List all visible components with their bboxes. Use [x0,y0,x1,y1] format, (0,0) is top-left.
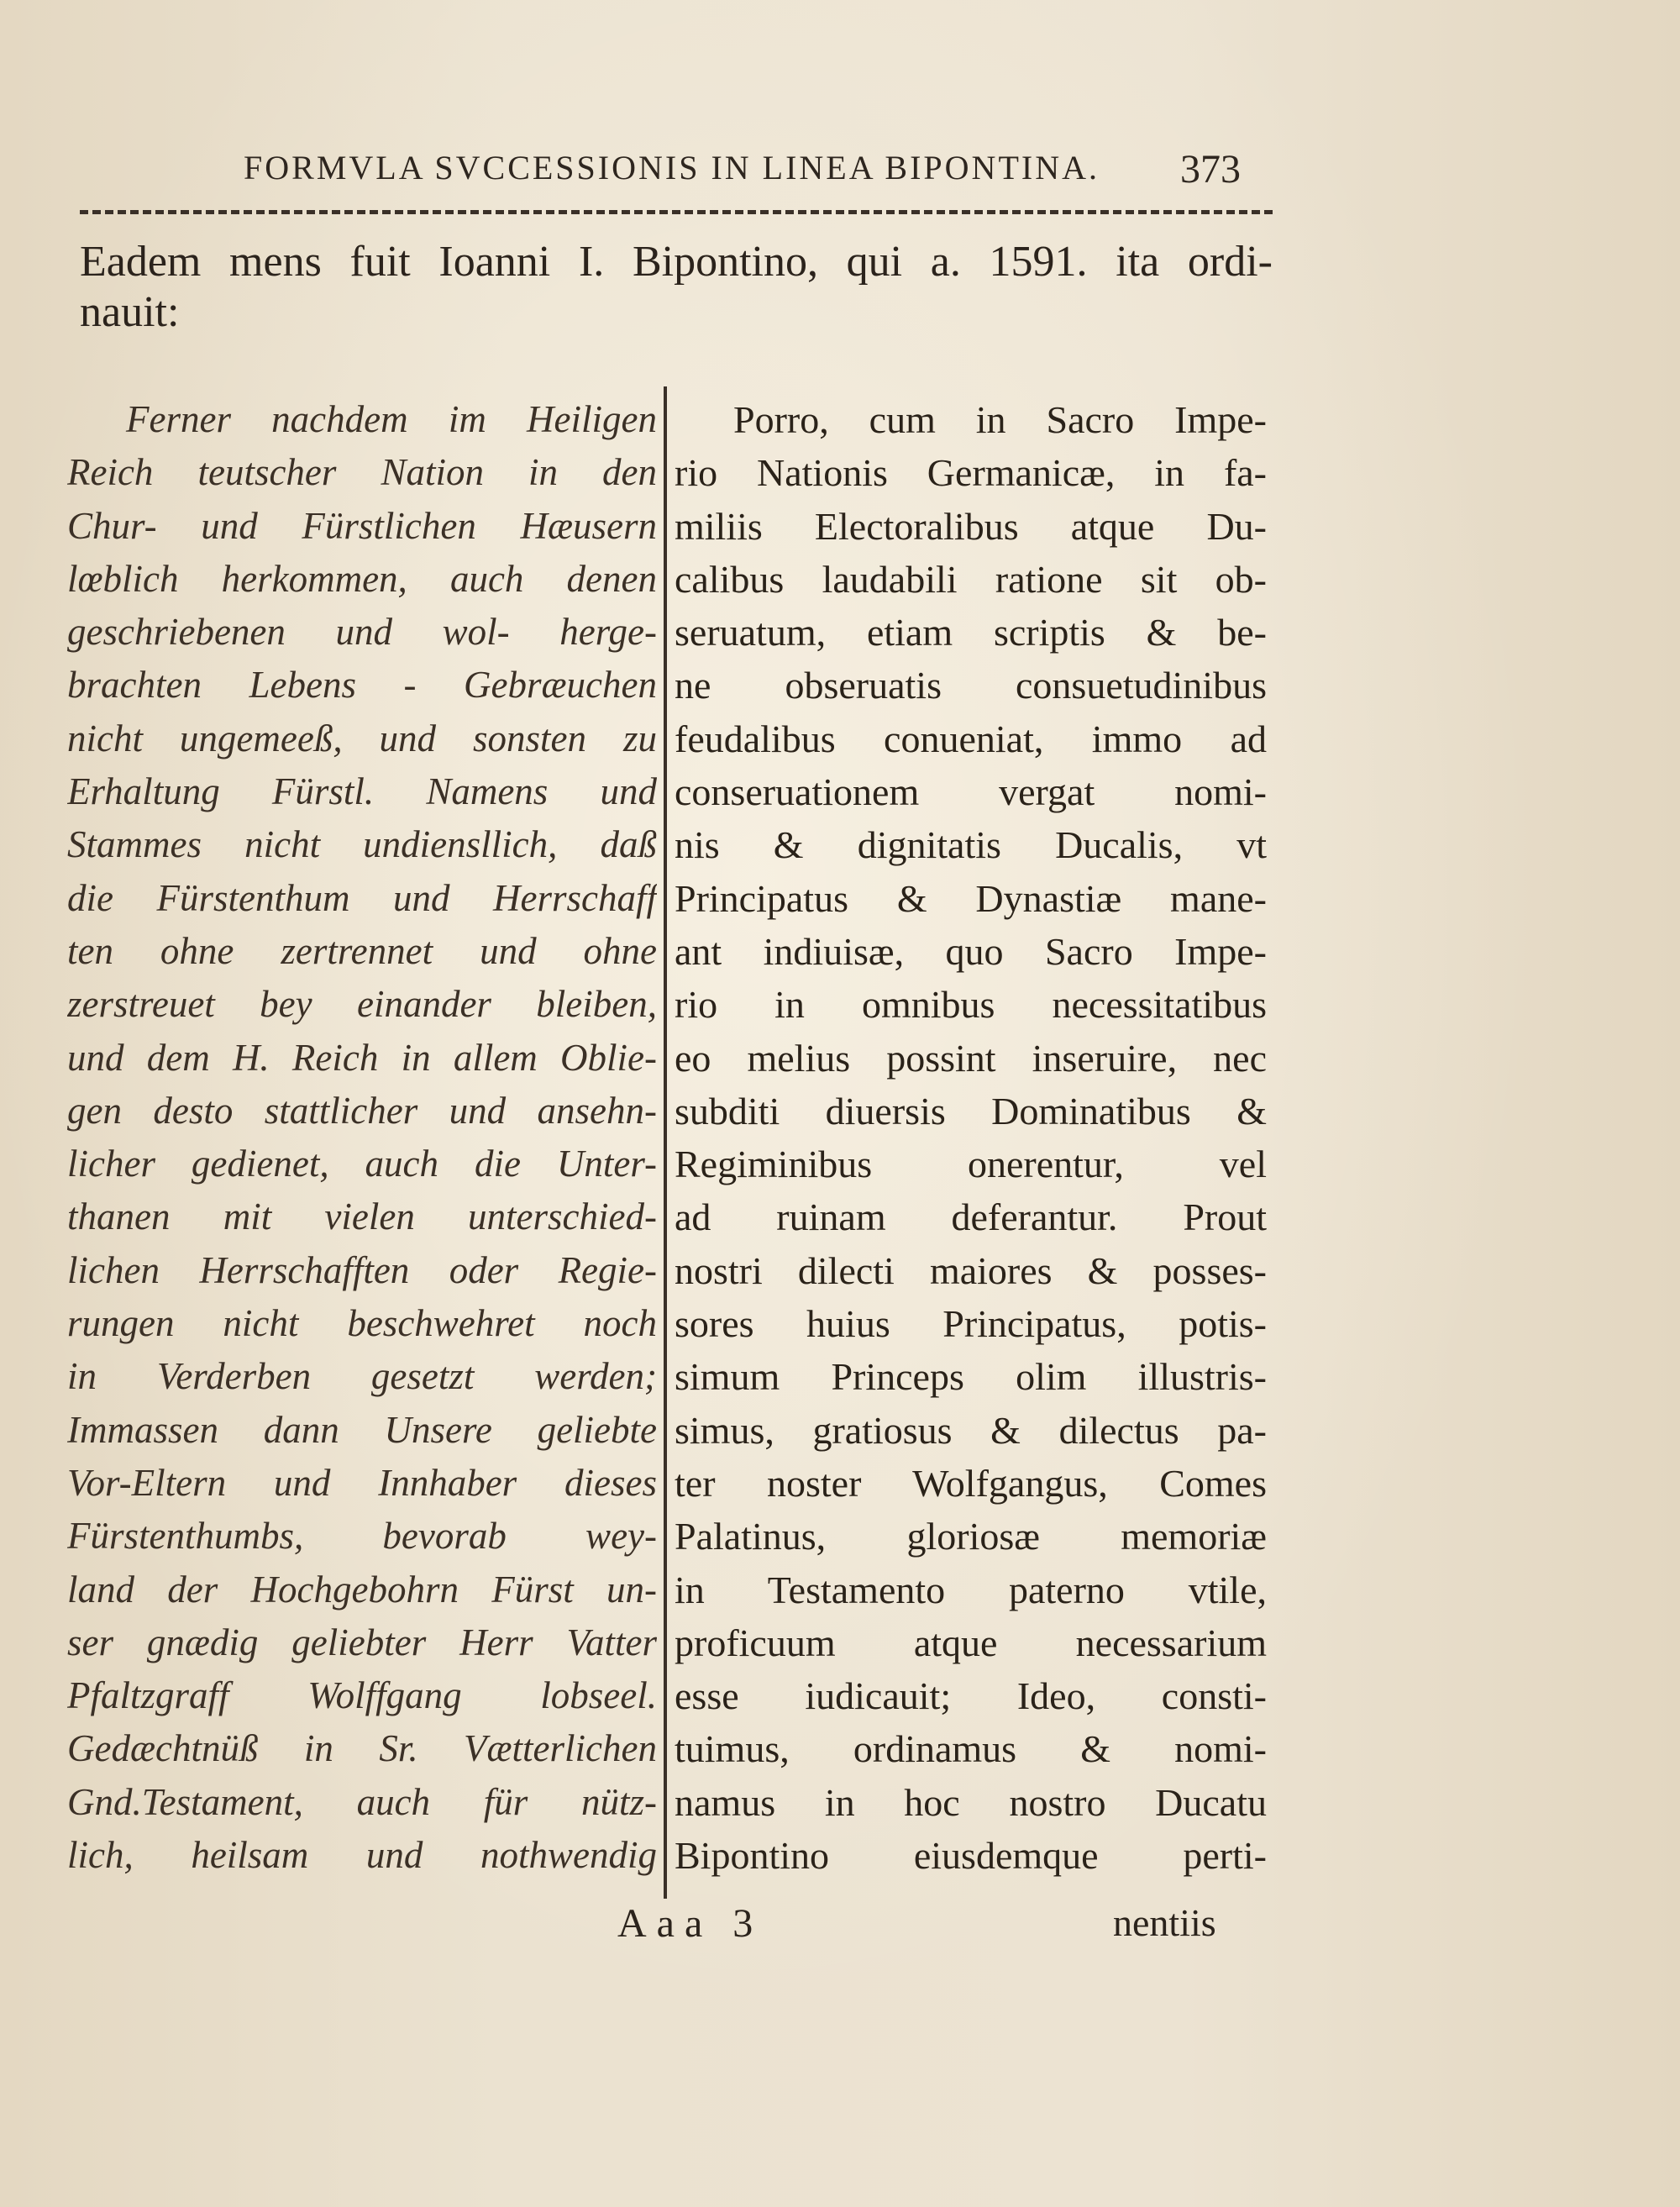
latin-line: simum Princeps olim illustris- [675,1355,1267,1399]
latin-line: nostri dilecti maiores & posses- [675,1248,1267,1292]
german-line: Vor-Eltern und Innhaber dieses [67,1461,657,1504]
german-line: Ferner nachdem im Heiligen [126,398,657,440]
german-line: in Verderben gesetzt werden; [67,1355,657,1398]
latin-line: rio Nationis Germanicæ, in fa- [675,451,1267,495]
signature-mark: Aaa 3 [617,1901,764,1946]
german-column [67,393,657,1897]
intro-line: Eadem mens fuit Ioanni I. Bipontino, qui a. 1591. ita ordi- [80,238,1273,286]
german-line: nicht ungemeeß, und sonsten zu [67,717,657,759]
german-line: Erhaltung Fürstl. Namens und [67,770,657,813]
latin-line: subditi diuersis Dominatibus & [675,1089,1267,1132]
latin-line: ter noster Wolfgangus, Comes [675,1461,1267,1505]
latin-line: ad ruinam deferantur. Prout [675,1195,1267,1239]
latin-line: Bipontino eiusdemque perti- [675,1834,1267,1878]
german-line: Reich teutscher Nation in den [67,451,657,494]
latin-line: Porro, cum in Sacro Impe- [733,398,1267,441]
latin-line: Palatinus, gloriosæ memoriæ [675,1515,1267,1558]
intro-paragraph [80,237,1273,338]
running-head: FORMVLA SVCCESSIONIS IN LINEA BIPONTINA. [244,149,1100,187]
german-line: und dem H. Reich in allem Oblie- [67,1036,657,1079]
latin-line: simus, gratiosus & dilectus pa- [675,1408,1267,1452]
latin-line: Principatus & Dynastiæ mane- [675,876,1267,920]
latin-line: feudalibus conueniat, immo ad [675,717,1267,760]
german-line: Immassen dann Unsere geliebte [67,1408,657,1451]
german-line: Stammes nicht undiensllich, daß [67,823,657,866]
latin-line: proficuum atque necessarium [675,1621,1267,1664]
page-number: 373 [1180,147,1241,192]
latin-line: conseruationem vergat nomi- [675,770,1267,814]
german-line: Gnd.Testament, auch für nütz- [67,1780,657,1823]
latin-line: miliis Electoralibus atque Du- [675,504,1267,548]
latin-line: nis & dignitatis Ducalis, vt [675,823,1267,867]
german-line: Gedæchtnüß in Sr. Vætterlichen [67,1727,657,1770]
latin-line: sores huius Principatus, potis- [675,1302,1267,1346]
german-line: geschriebenen und wol- herge- [67,611,657,654]
german-line: brachten Lebens - Gebræuchen [67,664,657,707]
german-line: ser gnædig geliebter Herr Vatter [67,1621,657,1663]
latin-line: Regiminibus onerentur, vel [675,1143,1267,1186]
latin-line: eo melius possint inseruire, nec [675,1036,1267,1080]
latin-line: ant indiuisæ, quo Sacro Impe- [675,929,1267,973]
latin-column [675,393,1267,1897]
german-line: thanen mit vielen unterschied- [67,1195,657,1238]
latin-line: rio in omnibus necessitatibus [675,983,1267,1027]
latin-line: seruatum, etiam scriptis & be- [675,611,1267,654]
german-line: Fürstenthumbs, bevorab wey- [67,1515,657,1558]
latin-line: ne obseruatis consuetudinibus [675,664,1267,707]
latin-line: esse iudicauit; Ideo, consti- [675,1674,1267,1718]
german-line: Chur- und Fürstlichen Hæusern [67,504,657,547]
german-line: land der Hochgebohrn Fürst un- [67,1568,657,1611]
german-line: Pfaltzgraff Wolffgang lobseel. [67,1674,657,1717]
intro-line: nauit: [80,288,180,336]
german-line: lœblich herkommen, auch denen [67,557,657,600]
german-line: lich, heilsam und nothwendig [67,1834,657,1877]
german-line: licher gedienet, auch die Unter- [67,1143,657,1185]
latin-line: namus in hoc nostro Ducatu [675,1780,1267,1824]
german-line: zerstreuet bey einander bleiben, [67,983,657,1026]
german-line: lichen Herrschafften oder Regie- [67,1248,657,1291]
latin-line: calibus laudabili ratione sit ob- [675,557,1267,601]
catchword: nentiis [1113,1901,1216,1944]
german-line: gen desto stattlicher und ansehn- [67,1089,657,1132]
latin-line: in Testamento paterno vtile, [675,1568,1267,1611]
header-rule [80,210,1273,214]
german-line: die Fürstenthum und Herrschaff [67,876,657,919]
column-divider [664,386,667,1899]
german-line: ten ohne zertrennet und ohne [67,929,657,972]
latin-line: tuimus, ordinamus & nomi- [675,1727,1267,1771]
german-line: rungen nicht beschwehret noch [67,1302,657,1345]
